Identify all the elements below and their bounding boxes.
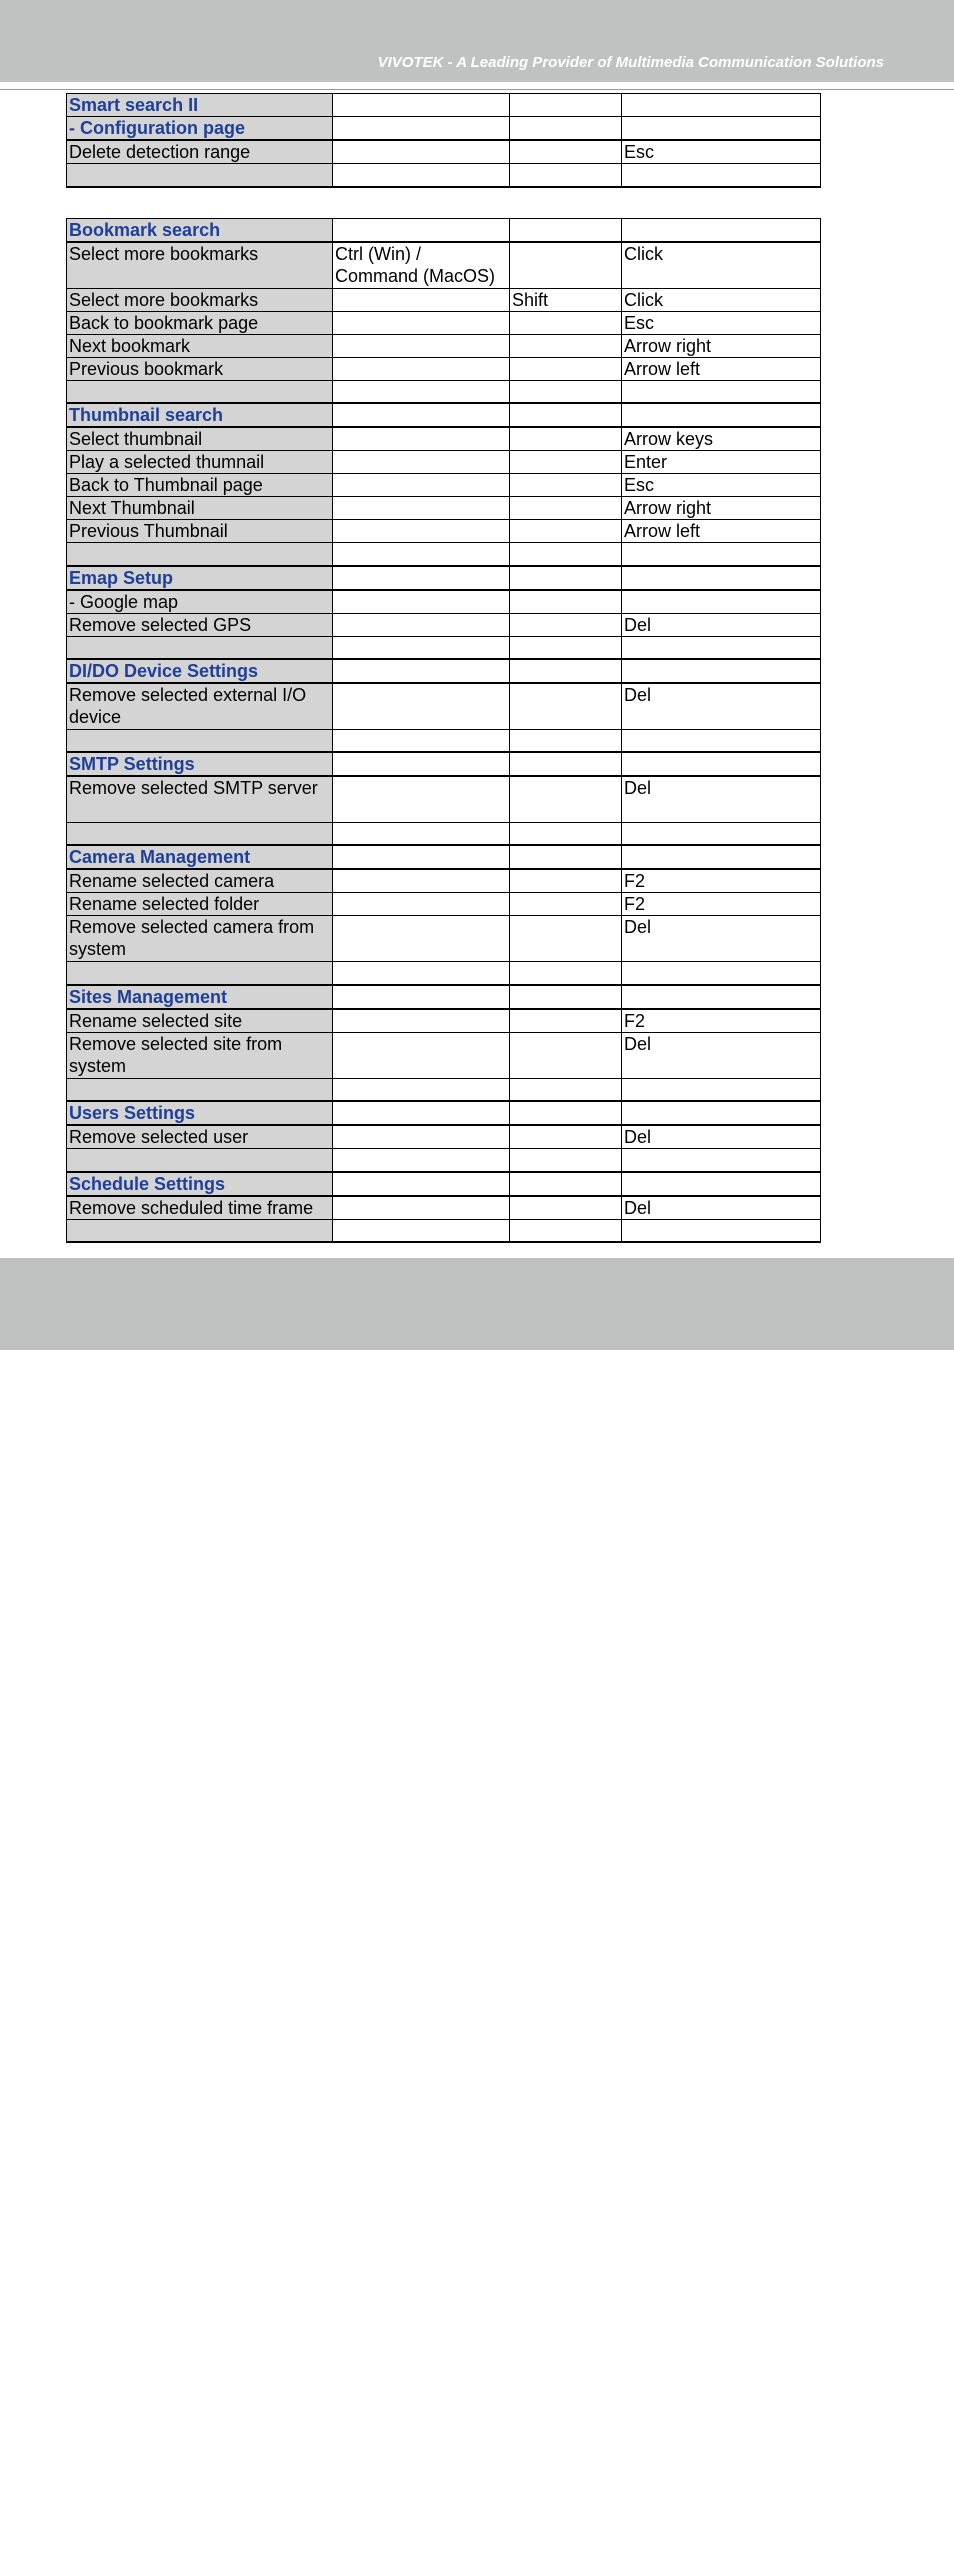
key-cell: Esc	[622, 474, 821, 497]
action-cell: Remove selected external I/O device	[67, 683, 333, 729]
section-header-row	[67, 403, 821, 427]
key-cell	[622, 845, 821, 869]
action-cell: Previous Thumbnail	[67, 520, 333, 543]
key-cell: Del	[622, 1196, 821, 1220]
key-cell: F2	[622, 893, 821, 916]
shortcut-table-smart-search	[66, 93, 821, 188]
modifier-key-cell	[333, 845, 510, 869]
key-cell: Arrow left	[622, 520, 821, 543]
modifier-key-cell	[333, 520, 510, 543]
table-row	[67, 140, 821, 164]
key-cell	[622, 1101, 821, 1125]
modifier-key-2-cell	[510, 1125, 622, 1149]
table-row	[67, 1009, 821, 1033]
key-cell	[622, 543, 821, 566]
table-row	[67, 869, 821, 893]
modifier-key-cell	[333, 543, 510, 566]
modifier-key-2-cell	[510, 916, 622, 962]
section-header-row	[67, 1172, 821, 1196]
table-row	[67, 497, 821, 520]
key-cell	[622, 566, 821, 590]
table-row	[67, 776, 821, 822]
key-cell: Del	[622, 916, 821, 962]
modifier-key-cell	[333, 893, 510, 916]
key-cell: Click	[622, 242, 821, 288]
modifier-key-cell	[333, 613, 510, 636]
table-row	[67, 1125, 821, 1149]
key-cell	[622, 729, 821, 752]
key-cell: Arrow right	[622, 334, 821, 357]
key-cell: Del	[622, 683, 821, 729]
modifier-key-2-cell	[510, 659, 622, 683]
header-divider	[0, 89, 954, 90]
action-cell: Rename selected camera	[67, 869, 333, 893]
action-cell: Back to Thumbnail page	[67, 474, 333, 497]
section-header-row	[67, 94, 821, 117]
section-title: Schedule Settings	[67, 1172, 333, 1196]
action-cell	[67, 543, 333, 566]
key-cell	[622, 752, 821, 776]
modifier-key-2-cell	[510, 242, 622, 288]
table-row	[67, 451, 821, 474]
action-cell: Remove selected camera from system	[67, 916, 333, 962]
key-cell: Arrow right	[622, 497, 821, 520]
section-header-row	[67, 752, 821, 776]
shortcut-table-main	[66, 218, 821, 1243]
modifier-key-2-cell	[510, 822, 622, 845]
modifier-key-2-cell	[510, 334, 622, 357]
modifier-key-cell	[333, 566, 510, 590]
action-cell	[67, 1149, 333, 1172]
action-cell: Next Thumbnail	[67, 497, 333, 520]
modifier-key-cell	[333, 451, 510, 474]
section-title: - Configuration page	[67, 117, 333, 141]
modifier-key-2-cell	[510, 985, 622, 1009]
action-cell: Select thumbnail	[67, 427, 333, 451]
key-cell	[622, 1172, 821, 1196]
modifier-key-2-cell	[510, 497, 622, 520]
spacer-row	[67, 164, 821, 187]
action-cell	[67, 729, 333, 752]
action-cell: Next bookmark	[67, 334, 333, 357]
spacer-row	[67, 380, 821, 403]
modifier-key-cell	[333, 288, 510, 311]
key-cell: F2	[622, 869, 821, 893]
modifier-key-cell	[333, 403, 510, 427]
spacer-row	[67, 729, 821, 752]
modifier-key-2-cell	[510, 427, 622, 451]
spacer-row	[67, 1078, 821, 1101]
action-cell	[67, 962, 333, 985]
key-cell: Esc	[622, 140, 821, 164]
table-row	[67, 357, 821, 380]
table-row	[67, 1032, 821, 1078]
table-row	[67, 311, 821, 334]
modifier-key-2-cell	[510, 729, 622, 752]
modifier-key-cell	[333, 474, 510, 497]
key-cell	[622, 94, 821, 117]
spacer-row	[67, 1219, 821, 1242]
modifier-key-cell	[333, 1125, 510, 1149]
table-row	[67, 1196, 821, 1220]
table-row	[67, 590, 821, 614]
modifier-key-2-cell	[510, 636, 622, 659]
modifier-key-cell	[333, 962, 510, 985]
modifier-key-cell	[333, 1101, 510, 1125]
action-cell	[67, 164, 333, 187]
modifier-key-cell	[333, 1149, 510, 1172]
section-title: Thumbnail search	[67, 403, 333, 427]
modifier-key-cell	[333, 822, 510, 845]
section-title: DI/DO Device Settings	[67, 659, 333, 683]
modifier-key-2-cell	[510, 869, 622, 893]
key-cell	[622, 1219, 821, 1242]
table-row	[67, 288, 821, 311]
modifier-key-cell	[333, 117, 510, 141]
action-cell: - Google map	[67, 590, 333, 614]
action-cell: Remove selected site from system	[67, 1032, 333, 1078]
modifier-key-cell	[333, 985, 510, 1009]
modifier-key-2-cell	[510, 590, 622, 614]
modifier-key-2-cell	[510, 683, 622, 729]
section-title: Sites Management	[67, 985, 333, 1009]
modifier-key-2-cell	[510, 845, 622, 869]
section-header-row	[67, 117, 821, 141]
modifier-key-cell	[333, 334, 510, 357]
modifier-key-2-cell	[510, 1101, 622, 1125]
action-cell	[67, 822, 333, 845]
action-cell: Back to bookmark page	[67, 311, 333, 334]
modifier-key-2-cell	[510, 451, 622, 474]
table-row	[67, 242, 821, 288]
key-cell	[622, 822, 821, 845]
modifier-key-2-cell	[510, 403, 622, 427]
key-cell: Del	[622, 1032, 821, 1078]
key-cell	[622, 985, 821, 1009]
modifier-key-cell	[333, 683, 510, 729]
action-cell: Rename selected folder	[67, 893, 333, 916]
action-cell: Play a selected thumnail	[67, 451, 333, 474]
modifier-key-cell	[333, 1032, 510, 1078]
table-row	[67, 520, 821, 543]
modifier-key-2-cell	[510, 520, 622, 543]
action-cell: Remove selected SMTP server	[67, 776, 333, 822]
key-cell	[622, 117, 821, 141]
modifier-key-cell	[333, 357, 510, 380]
section-header-row	[67, 219, 821, 243]
key-cell: F2	[622, 1009, 821, 1033]
table-row	[67, 334, 821, 357]
modifier-key-cell	[333, 1078, 510, 1101]
modifier-key-2-cell	[510, 1172, 622, 1196]
section-title: SMTP Settings	[67, 752, 333, 776]
modifier-key-2-cell	[510, 474, 622, 497]
modifier-key-cell	[333, 776, 510, 822]
section-header-row	[67, 985, 821, 1009]
modifier-key-cell	[333, 380, 510, 403]
modifier-key-2-cell	[510, 380, 622, 403]
action-cell: Remove selected user	[67, 1125, 333, 1149]
table-row	[67, 427, 821, 451]
spacer-row	[67, 636, 821, 659]
modifier-key-cell: Ctrl (Win) / Command (MacOS)	[333, 242, 510, 288]
section-title: Users Settings	[67, 1101, 333, 1125]
spacer-row	[67, 822, 821, 845]
action-cell: Delete detection range	[67, 140, 333, 164]
section-title: Bookmark search	[67, 219, 333, 243]
action-cell: Select more bookmarks	[67, 242, 333, 288]
key-cell: Del	[622, 613, 821, 636]
modifier-key-2-cell	[510, 1032, 622, 1078]
key-cell	[622, 164, 821, 187]
spacer-row	[67, 962, 821, 985]
modifier-key-cell	[333, 1196, 510, 1220]
section-header-row	[67, 659, 821, 683]
modifier-key-cell	[333, 1172, 510, 1196]
modifier-key-cell	[333, 94, 510, 117]
spacer-row	[67, 543, 821, 566]
key-cell	[622, 403, 821, 427]
modifier-key-2-cell	[510, 566, 622, 590]
modifier-key-2-cell	[510, 140, 622, 164]
modifier-key-cell	[333, 311, 510, 334]
section-title: Camera Management	[67, 845, 333, 869]
shortcut-table-body	[67, 94, 821, 187]
page-number: User's Manual - 87	[768, 2538, 886, 2554]
key-cell: Del	[622, 776, 821, 822]
modifier-key-cell	[333, 1219, 510, 1242]
modifier-key-2-cell	[510, 893, 622, 916]
key-cell	[622, 1149, 821, 1172]
key-cell	[622, 659, 821, 683]
modifier-key-2-cell	[510, 311, 622, 334]
modifier-key-2-cell	[510, 613, 622, 636]
modifier-key-2-cell	[510, 1219, 622, 1242]
modifier-key-2-cell	[510, 117, 622, 141]
key-cell	[622, 1078, 821, 1101]
modifier-key-cell	[333, 219, 510, 243]
modifier-key-cell	[333, 590, 510, 614]
table-row	[67, 916, 821, 962]
section-title: Smart search II	[67, 94, 333, 117]
modifier-key-cell	[333, 729, 510, 752]
modifier-key-cell	[333, 636, 510, 659]
modifier-key-cell	[333, 140, 510, 164]
key-cell: Esc	[622, 311, 821, 334]
action-cell: Remove scheduled time frame	[67, 1196, 333, 1220]
modifier-key-2-cell	[510, 164, 622, 187]
modifier-key-2-cell	[510, 94, 622, 117]
section-header-row	[67, 566, 821, 590]
action-cell: Previous bookmark	[67, 357, 333, 380]
modifier-key-2-cell	[510, 1078, 622, 1101]
table-row	[67, 474, 821, 497]
action-cell	[67, 1219, 333, 1242]
section-title: Emap Setup	[67, 566, 333, 590]
action-cell	[67, 1078, 333, 1101]
shortcut-table-body	[67, 219, 821, 1243]
key-cell	[622, 636, 821, 659]
section-header-row	[67, 1101, 821, 1125]
table-row	[67, 893, 821, 916]
modifier-key-2-cell	[510, 543, 622, 566]
modifier-key-cell	[333, 916, 510, 962]
modifier-key-2-cell	[510, 1009, 622, 1033]
table-row	[67, 683, 821, 729]
key-cell: Enter	[622, 451, 821, 474]
action-cell: Rename selected site	[67, 1009, 333, 1033]
key-cell: Del	[622, 1125, 821, 1149]
table-row	[67, 613, 821, 636]
key-cell	[622, 219, 821, 243]
key-cell: Arrow left	[622, 357, 821, 380]
action-cell: Remove selected GPS	[67, 613, 333, 636]
key-cell: Click	[622, 288, 821, 311]
modifier-key-2-cell	[510, 219, 622, 243]
modifier-key-2-cell: Shift	[510, 288, 622, 311]
modifier-key-cell	[333, 164, 510, 187]
modifier-key-2-cell	[510, 962, 622, 985]
modifier-key-2-cell	[510, 1196, 622, 1220]
key-cell	[622, 590, 821, 614]
modifier-key-cell	[333, 869, 510, 893]
spacer-row	[67, 1149, 821, 1172]
modifier-key-cell	[333, 752, 510, 776]
modifier-key-cell	[333, 427, 510, 451]
modifier-key-cell	[333, 1009, 510, 1033]
modifier-key-2-cell	[510, 357, 622, 380]
key-cell	[622, 962, 821, 985]
page-header	[0, 0, 954, 82]
key-cell: Arrow keys	[622, 427, 821, 451]
action-cell: Select more bookmarks	[67, 288, 333, 311]
section-header-row	[67, 845, 821, 869]
header-title: VIVOTEK - A Leading Provider of Multimedia Communication Solutions	[377, 54, 884, 71]
modifier-key-cell	[333, 659, 510, 683]
modifier-key-cell	[333, 497, 510, 520]
modifier-key-2-cell	[510, 776, 622, 822]
modifier-key-2-cell	[510, 1149, 622, 1172]
modifier-key-2-cell	[510, 752, 622, 776]
page-footer	[0, 1258, 954, 2554]
action-cell	[67, 380, 333, 403]
action-cell	[67, 636, 333, 659]
key-cell	[622, 380, 821, 403]
